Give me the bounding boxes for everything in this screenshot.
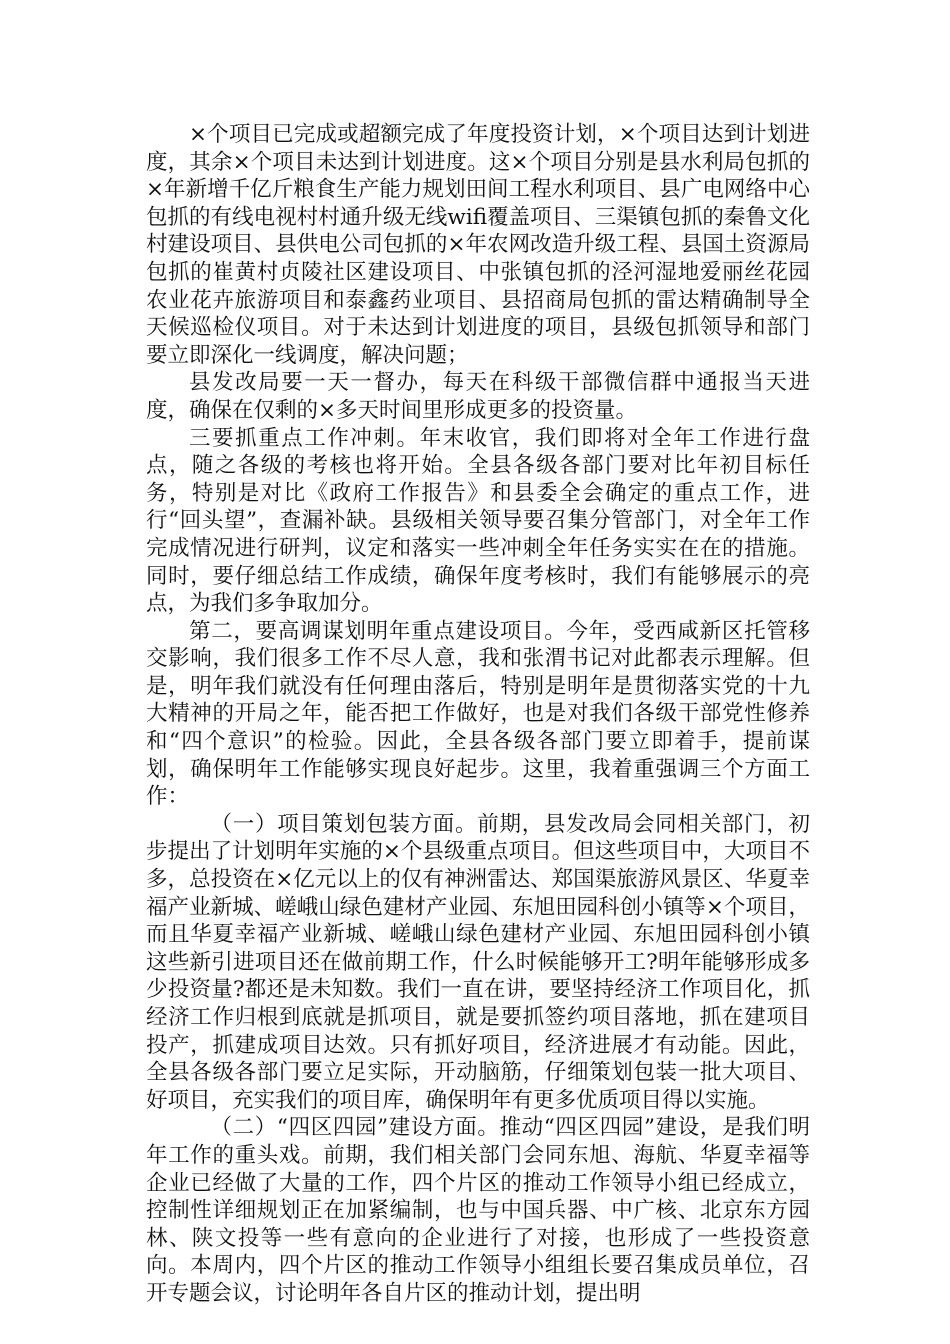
- paragraph-next-year-planning: 第二，要高调谋划明年重点建设项目。今年，受西咸新区托管移交影响，我们很多工作不尽人意，我和张渭书记对此都表示理解。但是，明年我们就没有任何理由落后，特别是明年是贯彻落实党的十九大精神的开局之年，能否把工作做好，也是对我们各级干部党性修养和“四个意识”的检验。因此，全县各级各部门要立即着手，提前谋划，确保明年工作能够实现良好起步。这里，我着重强调三个方面工作：: [146, 618, 810, 810]
- document-body: [146, 121, 810, 1308]
- paragraph-project-packaging: （一）项目策划包装方面。前期，县发改局会同相关部门，初步提出了计划明年实施的×个县级重点项目。但这些项目中，大项目不多，总投资在×亿元以上的仅有神洲雷达、郑国渠旅游风景区、华夏幸福产业新城、嵯峨山绿色建材产业园、东旭田园科创小镇等×个项目，而且华夏幸福产业新城、嵯峨山绿色建材产业园、东旭田园科创小镇这些新引进项目还在做前期工作，什么时候能够开工?明年能够形成多少投资量?都还是未知数。我们一直在讲，要坚持经济工作项目化，抓经济工作归根到底就是抓项目，就是要抓签约项目落地，抓在建项目投产，抓建成项目达效。只有抓好项目，经济进展才有动能。因此，全县各级各部门要立足实际，开动脑筋，仔细策划包装一批大项目、好项目，充实我们的项目库，确保明年有更多优质项目得以实施。: [146, 811, 810, 1113]
- paragraph-key-work-sprint: 三要抓重点工作冲刺。年末收官，我们即将对全年工作进行盘点，随之各级的考核也将开始。全县各级各部门要对比年初目标任务，特别是对比《政府工作报告》和县委全会确定的重点工作，进行“回头望”，查漏补缺。县级相关领导要召集分管部门，对全年工作完成情况进行研判，议定和落实一些冲刺全年任务实实在在的措施。同时，要仔细总结工作成绩，确保年度考核时，我们有能够展示的亮点，为我们多争取加分。: [146, 425, 810, 617]
- paragraph-daily-supervision: 县发改局要一天一督办，每天在科级干部微信群中通报当天进度，确保在仅剩的×多天时间里形成更多的投资量。: [146, 370, 810, 423]
- paragraph-four-zones-four-parks: （二）“四区四园”建设方面。推动“四区四园”建设，是我们明年工作的重头戏。前期，我们相关部门会同东旭、海航、华夏幸福等企业已经做了大量的工作，四个片区的推动工作领导小组已经成立，控制性详细规划正在加紧编制，也与中国兵器、中广核、北京东方园林、陕文投等一些有意向的企业进行了对接，也形成了一些投资意向。本周内，四个片区的推动工作领导小组组长要召集成员单位，召开专题会议，讨论明年各自片区的推动计划，提出明: [146, 1115, 810, 1306]
- paragraph-project-progress: ×个项目已完成或超额完成了年度投资计划，×个项目达到计划进度，其余×个项目未达到计划进度。这×个项目分别是县水利局包抓的×年新增千亿斤粮食生产能力规划田间工程水利项目、县广电网络中心包抓的有线电视村村通升级无线wifi覆盖项目、三渠镇包抓的秦鲁文化村建设项目、县供电公司包抓的×年农网改造升级工程、县国土资源局包抓的崔黄村贞陵社区建设项目、中张镇包抓的泾河湿地爱丽丝花园农业花卉旅游项目和泰鑫药业项目、县招商局包抓的雷达精确制导全天候巡检仪项目。对于未达到计划进度的项目，县级包抓领导和部门要立即深化一线调度，解决问题；: [146, 122, 810, 368]
